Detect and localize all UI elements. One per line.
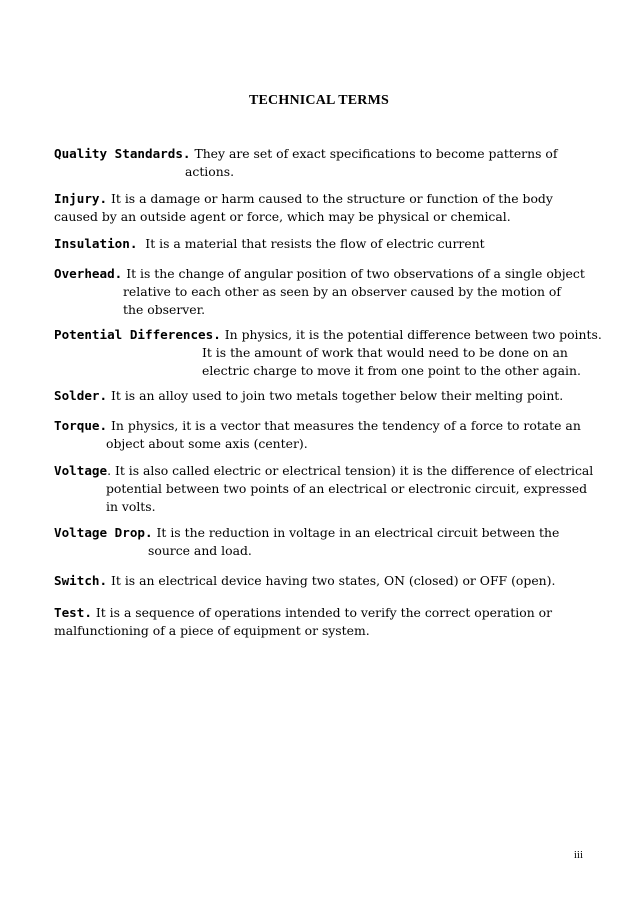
- term-label: Quality Standards.: [54, 146, 191, 161]
- definition-line: They are set of exact specifications to become patterns of: [194, 146, 558, 161]
- definition-line: It is the change of angular position of two observations of a single object: [126, 266, 585, 281]
- definition-line: source and load.: [148, 543, 252, 558]
- definition-line: the observer.: [123, 302, 206, 317]
- definition-line: It is an alloy used to join two metals together below their melting point.: [111, 388, 564, 403]
- term-entry-torque: [54, 417, 581, 453]
- term-label: Injury.: [54, 191, 108, 206]
- definition-line: potential between two points of an electrical or electronic circuit, expressed: [106, 481, 588, 496]
- term-label: Overhead.: [54, 266, 123, 281]
- term-entry-test: [54, 604, 552, 640]
- term-entry-switch: [54, 572, 555, 590]
- term-entry-voltage: [54, 462, 593, 516]
- definition-line: in volts.: [106, 499, 156, 514]
- term-label: Test.: [54, 605, 92, 620]
- definition-line: It is a sequence of operations intended to verify the correct operation or: [95, 605, 552, 620]
- term-label: Voltage: [54, 463, 108, 478]
- term-entry-solder: [54, 387, 563, 405]
- term-entry-voltage-drop: [54, 524, 559, 560]
- term-entry-overhead: [54, 265, 585, 319]
- term-entry-quality-standards: [54, 145, 557, 181]
- definition-line: It is the amount of work that would need to be done on an: [202, 345, 568, 360]
- term-label: Voltage Drop.: [54, 525, 153, 540]
- definition-line: It is a damage or harm caused to the structure or function of the body: [111, 191, 553, 206]
- definition-line: relative to each other as seen by an observer caused by the motion of: [123, 284, 561, 299]
- definition-line: It is a material that resists the flow of electric current: [145, 236, 485, 251]
- definition-line: actions.: [185, 164, 235, 179]
- definition-line: object about some axis (center).: [106, 436, 308, 451]
- page-title: TECHNICAL TERMS: [248, 93, 390, 108]
- definition-line: malfunctioning of a piece of equipment or system.: [54, 623, 370, 638]
- term-label: Torque.: [54, 418, 108, 433]
- term-label: Potential Differences.: [54, 327, 221, 342]
- page-number: iii: [573, 849, 583, 861]
- definition-line: caused by an outside agent or force, which may be physical or chemical.: [54, 209, 511, 224]
- definition-line: It is an electrical device having two states, ON (closed) or OFF (open).: [111, 573, 556, 588]
- term-label: Insulation.: [54, 236, 138, 251]
- term-entry-potential-differences: [54, 326, 602, 380]
- term-label: Switch.: [54, 573, 108, 588]
- definition-line: . It is also called electric or electrical tension) it is the difference of electrical: [107, 463, 594, 478]
- definition-line: In physics, it is the potential difference between two points.: [224, 327, 602, 342]
- term-label: Solder.: [54, 388, 108, 403]
- definition-line: In physics, it is a vector that measures the tendency of a force to rotate an: [111, 418, 581, 433]
- definition-line: electric charge to move it from one point to the other again.: [202, 363, 581, 378]
- definition-line: It is the reduction in voltage in an electrical circuit between the: [156, 525, 560, 540]
- term-entry-insulation: [54, 235, 485, 253]
- term-entry-injury: [54, 190, 553, 226]
